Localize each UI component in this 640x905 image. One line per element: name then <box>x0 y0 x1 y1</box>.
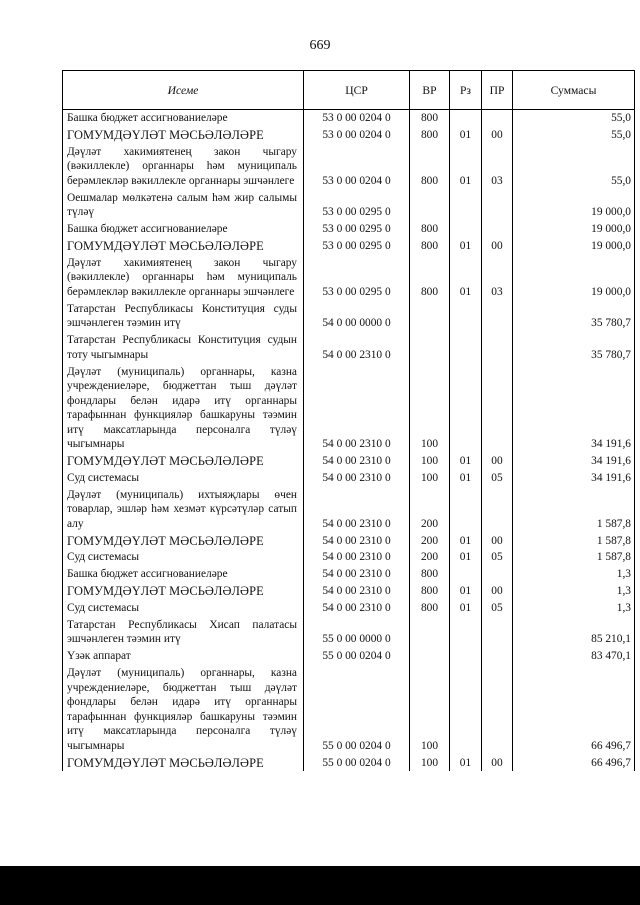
row-pr <box>482 648 513 665</box>
row-pr: 00 <box>482 238 513 255</box>
row-vr <box>410 190 450 221</box>
row-rz: 01 <box>450 583 482 600</box>
row-csr: 54 0 00 2310 0 <box>304 583 410 600</box>
row-csr: 53 0 00 0295 0 <box>304 221 410 238</box>
row-csr: 55 0 00 0000 0 <box>304 617 410 648</box>
table-row <box>63 332 635 363</box>
row-vr: 100 <box>410 453 450 470</box>
row-rz <box>450 665 482 754</box>
table-row <box>63 190 635 221</box>
row-sum: 83 470,1 <box>513 648 635 665</box>
row-vr: 100 <box>410 470 450 487</box>
row-sum: 34 191,6 <box>513 470 635 487</box>
row-name: Татарстан Республикасы Конституция судын тоту чыгымнары <box>63 332 304 363</box>
row-name: ГОМУМДӘҮЛӘТ МӘСЬӘЛӘЛӘРЕ <box>63 532 304 549</box>
table-header <box>63 71 635 110</box>
table-row <box>63 221 635 238</box>
row-rz <box>450 301 482 332</box>
row-vr: 800 <box>410 127 450 144</box>
row-rz <box>450 190 482 221</box>
row-rz: 01 <box>450 470 482 487</box>
table-row <box>63 255 635 301</box>
row-sum: 34 191,6 <box>513 363 635 452</box>
row-pr <box>482 221 513 238</box>
row-vr: 800 <box>410 600 450 617</box>
row-vr: 800 <box>410 583 450 600</box>
header-rz: Рз <box>450 71 482 110</box>
row-rz <box>450 110 482 127</box>
scan-bottom-edge <box>0 866 640 905</box>
row-name: Башка бюджет ассигнованиеләре <box>63 110 304 127</box>
row-name: ГОМУМДӘҮЛӘТ МӘСЬӘЛӘЛӘРЕ <box>63 238 304 255</box>
row-pr: 00 <box>482 583 513 600</box>
row-sum: 34 191,6 <box>513 453 635 470</box>
row-vr: 200 <box>410 487 450 533</box>
table-row <box>63 487 635 533</box>
table-row <box>63 238 635 255</box>
row-pr <box>482 110 513 127</box>
row-rz: 01 <box>450 238 482 255</box>
row-pr <box>482 332 513 363</box>
table-row <box>63 754 635 771</box>
row-csr: 54 0 00 2310 0 <box>304 600 410 617</box>
row-vr <box>410 332 450 363</box>
row-pr <box>482 190 513 221</box>
row-csr: 53 0 00 0295 0 <box>304 190 410 221</box>
row-vr: 800 <box>410 110 450 127</box>
row-rz <box>450 221 482 238</box>
table-row <box>63 583 635 600</box>
row-rz <box>450 648 482 665</box>
row-csr: 54 0 00 2310 0 <box>304 487 410 533</box>
table-row <box>63 549 635 566</box>
row-vr: 100 <box>410 665 450 754</box>
row-vr: 800 <box>410 566 450 583</box>
row-rz <box>450 363 482 452</box>
row-name: Суд системасы <box>63 600 304 617</box>
row-csr: 54 0 00 2310 0 <box>304 363 410 452</box>
row-csr: 54 0 00 2310 0 <box>304 532 410 549</box>
row-sum: 66 496,7 <box>513 665 635 754</box>
table-row <box>63 532 635 549</box>
row-vr: 800 <box>410 255 450 301</box>
row-csr: 53 0 00 0204 0 <box>304 144 410 190</box>
row-pr <box>482 487 513 533</box>
row-vr: 200 <box>410 532 450 549</box>
row-rz: 01 <box>450 453 482 470</box>
row-csr: 53 0 00 0295 0 <box>304 255 410 301</box>
row-csr: 54 0 00 2310 0 <box>304 470 410 487</box>
header-vr: ВР <box>410 71 450 110</box>
row-rz <box>450 617 482 648</box>
row-pr: 05 <box>482 470 513 487</box>
row-sum: 35 780,7 <box>513 332 635 363</box>
table-row <box>63 566 635 583</box>
table-row <box>63 665 635 754</box>
row-csr: 54 0 00 2310 0 <box>304 332 410 363</box>
row-csr: 53 0 00 0295 0 <box>304 238 410 255</box>
row-vr: 200 <box>410 549 450 566</box>
row-name: Башка бюджет ассигнованиеләре <box>63 221 304 238</box>
row-sum: 1,3 <box>513 566 635 583</box>
row-name: Башка бюджет ассигнованиеләре <box>63 566 304 583</box>
row-sum: 1 587,8 <box>513 549 635 566</box>
row-csr: 54 0 00 0000 0 <box>304 301 410 332</box>
row-sum: 19 000,0 <box>513 255 635 301</box>
row-csr: 54 0 00 2310 0 <box>304 453 410 470</box>
row-vr <box>410 617 450 648</box>
row-name: Үзәк аппарат <box>63 648 304 665</box>
row-csr: 55 0 00 0204 0 <box>304 648 410 665</box>
row-name: Дәүләт (муниципаль) ихтыяҗлары өчен товарлар, эшләр һәм хезмәт күрсәтүләр сатып алу <box>63 487 304 533</box>
row-rz: 01 <box>450 127 482 144</box>
row-sum: 1,3 <box>513 583 635 600</box>
row-vr <box>410 648 450 665</box>
row-rz: 01 <box>450 549 482 566</box>
row-vr: 800 <box>410 221 450 238</box>
row-sum: 85 210,1 <box>513 617 635 648</box>
row-name: Суд системасы <box>63 470 304 487</box>
row-csr: 55 0 00 0204 0 <box>304 665 410 754</box>
row-pr <box>482 301 513 332</box>
row-csr: 55 0 00 0204 0 <box>304 754 410 771</box>
table-body <box>63 110 635 772</box>
row-rz: 01 <box>450 754 482 771</box>
row-name: Суд системасы <box>63 549 304 566</box>
row-pr: 03 <box>482 255 513 301</box>
row-name: Дәүләт хакимиятенең закон чыгару (вәкиллекле) органнары һәм муниципаль берәмлекләр вәкиллекле органнары эшчәнлеге <box>63 144 304 190</box>
row-rz <box>450 487 482 533</box>
row-sum: 1 587,8 <box>513 487 635 533</box>
budget-table <box>62 70 635 771</box>
row-name: Дәүләт хакимиятенең закон чыгару (вәкиллекле) органнары һәм муниципаль берәмлекләр вәкиллекле органнары эшчәнлеге <box>63 255 304 301</box>
row-pr <box>482 617 513 648</box>
row-pr: 00 <box>482 453 513 470</box>
row-pr: 00 <box>482 127 513 144</box>
row-csr: 53 0 00 0204 0 <box>304 110 410 127</box>
row-sum: 66 496,7 <box>513 754 635 771</box>
row-vr: 100 <box>410 754 450 771</box>
budget-table-container <box>62 70 635 771</box>
row-vr: 800 <box>410 238 450 255</box>
row-rz: 01 <box>450 600 482 617</box>
row-sum: 19 000,0 <box>513 238 635 255</box>
row-sum: 55,0 <box>513 144 635 190</box>
table-row <box>63 600 635 617</box>
table-row <box>63 301 635 332</box>
row-name: ГОМУМДӘҮЛӘТ МӘСЬӘЛӘЛӘРЕ <box>63 127 304 144</box>
row-csr: 53 0 00 0204 0 <box>304 127 410 144</box>
row-csr: 54 0 00 2310 0 <box>304 549 410 566</box>
header-csr: ЦСР <box>304 71 410 110</box>
row-csr: 54 0 00 2310 0 <box>304 566 410 583</box>
table-row <box>63 453 635 470</box>
header-name: Исеме <box>63 71 304 110</box>
row-sum: 35 780,7 <box>513 301 635 332</box>
row-sum: 1 587,8 <box>513 532 635 549</box>
row-pr <box>482 665 513 754</box>
header-pr: ПР <box>482 71 513 110</box>
page-number: 669 <box>309 38 331 53</box>
table-row <box>63 470 635 487</box>
row-sum: 19 000,0 <box>513 221 635 238</box>
row-sum: 55,0 <box>513 127 635 144</box>
row-pr <box>482 566 513 583</box>
row-vr: 100 <box>410 363 450 452</box>
table-row <box>63 363 635 452</box>
row-name: ГОМУМДӘҮЛӘТ МӘСЬӘЛӘЛӘРЕ <box>63 754 304 771</box>
row-rz: 01 <box>450 144 482 190</box>
row-pr: 03 <box>482 144 513 190</box>
row-rz: 01 <box>450 255 482 301</box>
row-name: Дәүләт (муниципаль) органнары, казна учреждениеләре, бюджеттан тыш дәүләт фондлары белән идарә итү органнары тарафыннан функцияләр башкаруны тәэмин итү максатларында персоналга түләү чыгымнары <box>63 665 304 754</box>
row-pr: 00 <box>482 532 513 549</box>
row-sum: 55,0 <box>513 110 635 127</box>
row-pr: 00 <box>482 754 513 771</box>
row-name: ГОМУМДӘҮЛӘТ МӘСЬӘЛӘЛӘРЕ <box>63 453 304 470</box>
row-name: Татарстан Республикасы Хисап палатасы эшчәнлеген тәэмин итү <box>63 617 304 648</box>
row-rz: 01 <box>450 532 482 549</box>
table-row <box>63 144 635 190</box>
row-pr: 05 <box>482 549 513 566</box>
row-name: Татарстан Республикасы Конституция суды эшчәнлеген тәэмин итү <box>63 301 304 332</box>
table-row <box>63 617 635 648</box>
row-pr <box>482 363 513 452</box>
table-row <box>63 110 635 127</box>
header-sum: Суммасы <box>513 71 635 110</box>
row-rz <box>450 566 482 583</box>
row-name: ГОМУМДӘҮЛӘТ МӘСЬӘЛӘЛӘРЕ <box>63 583 304 600</box>
row-sum: 1,3 <box>513 600 635 617</box>
row-rz <box>450 332 482 363</box>
row-name: Оешмалар мөлкәтенә салым һәм жир салымы түләү <box>63 190 304 221</box>
row-pr: 05 <box>482 600 513 617</box>
table-row <box>63 648 635 665</box>
row-vr: 800 <box>410 144 450 190</box>
row-vr <box>410 301 450 332</box>
row-sum: 19 000,0 <box>513 190 635 221</box>
row-name: Дәүләт (муниципаль) органнары, казна учреждениеләре, бюджеттан тыш дәүләт фондлары белән идарә итү органнары тарафыннан функцияләр башкаруны тәэмин итү максатларында персоналга түләү чыгымнары <box>63 363 304 452</box>
table-row <box>63 127 635 144</box>
